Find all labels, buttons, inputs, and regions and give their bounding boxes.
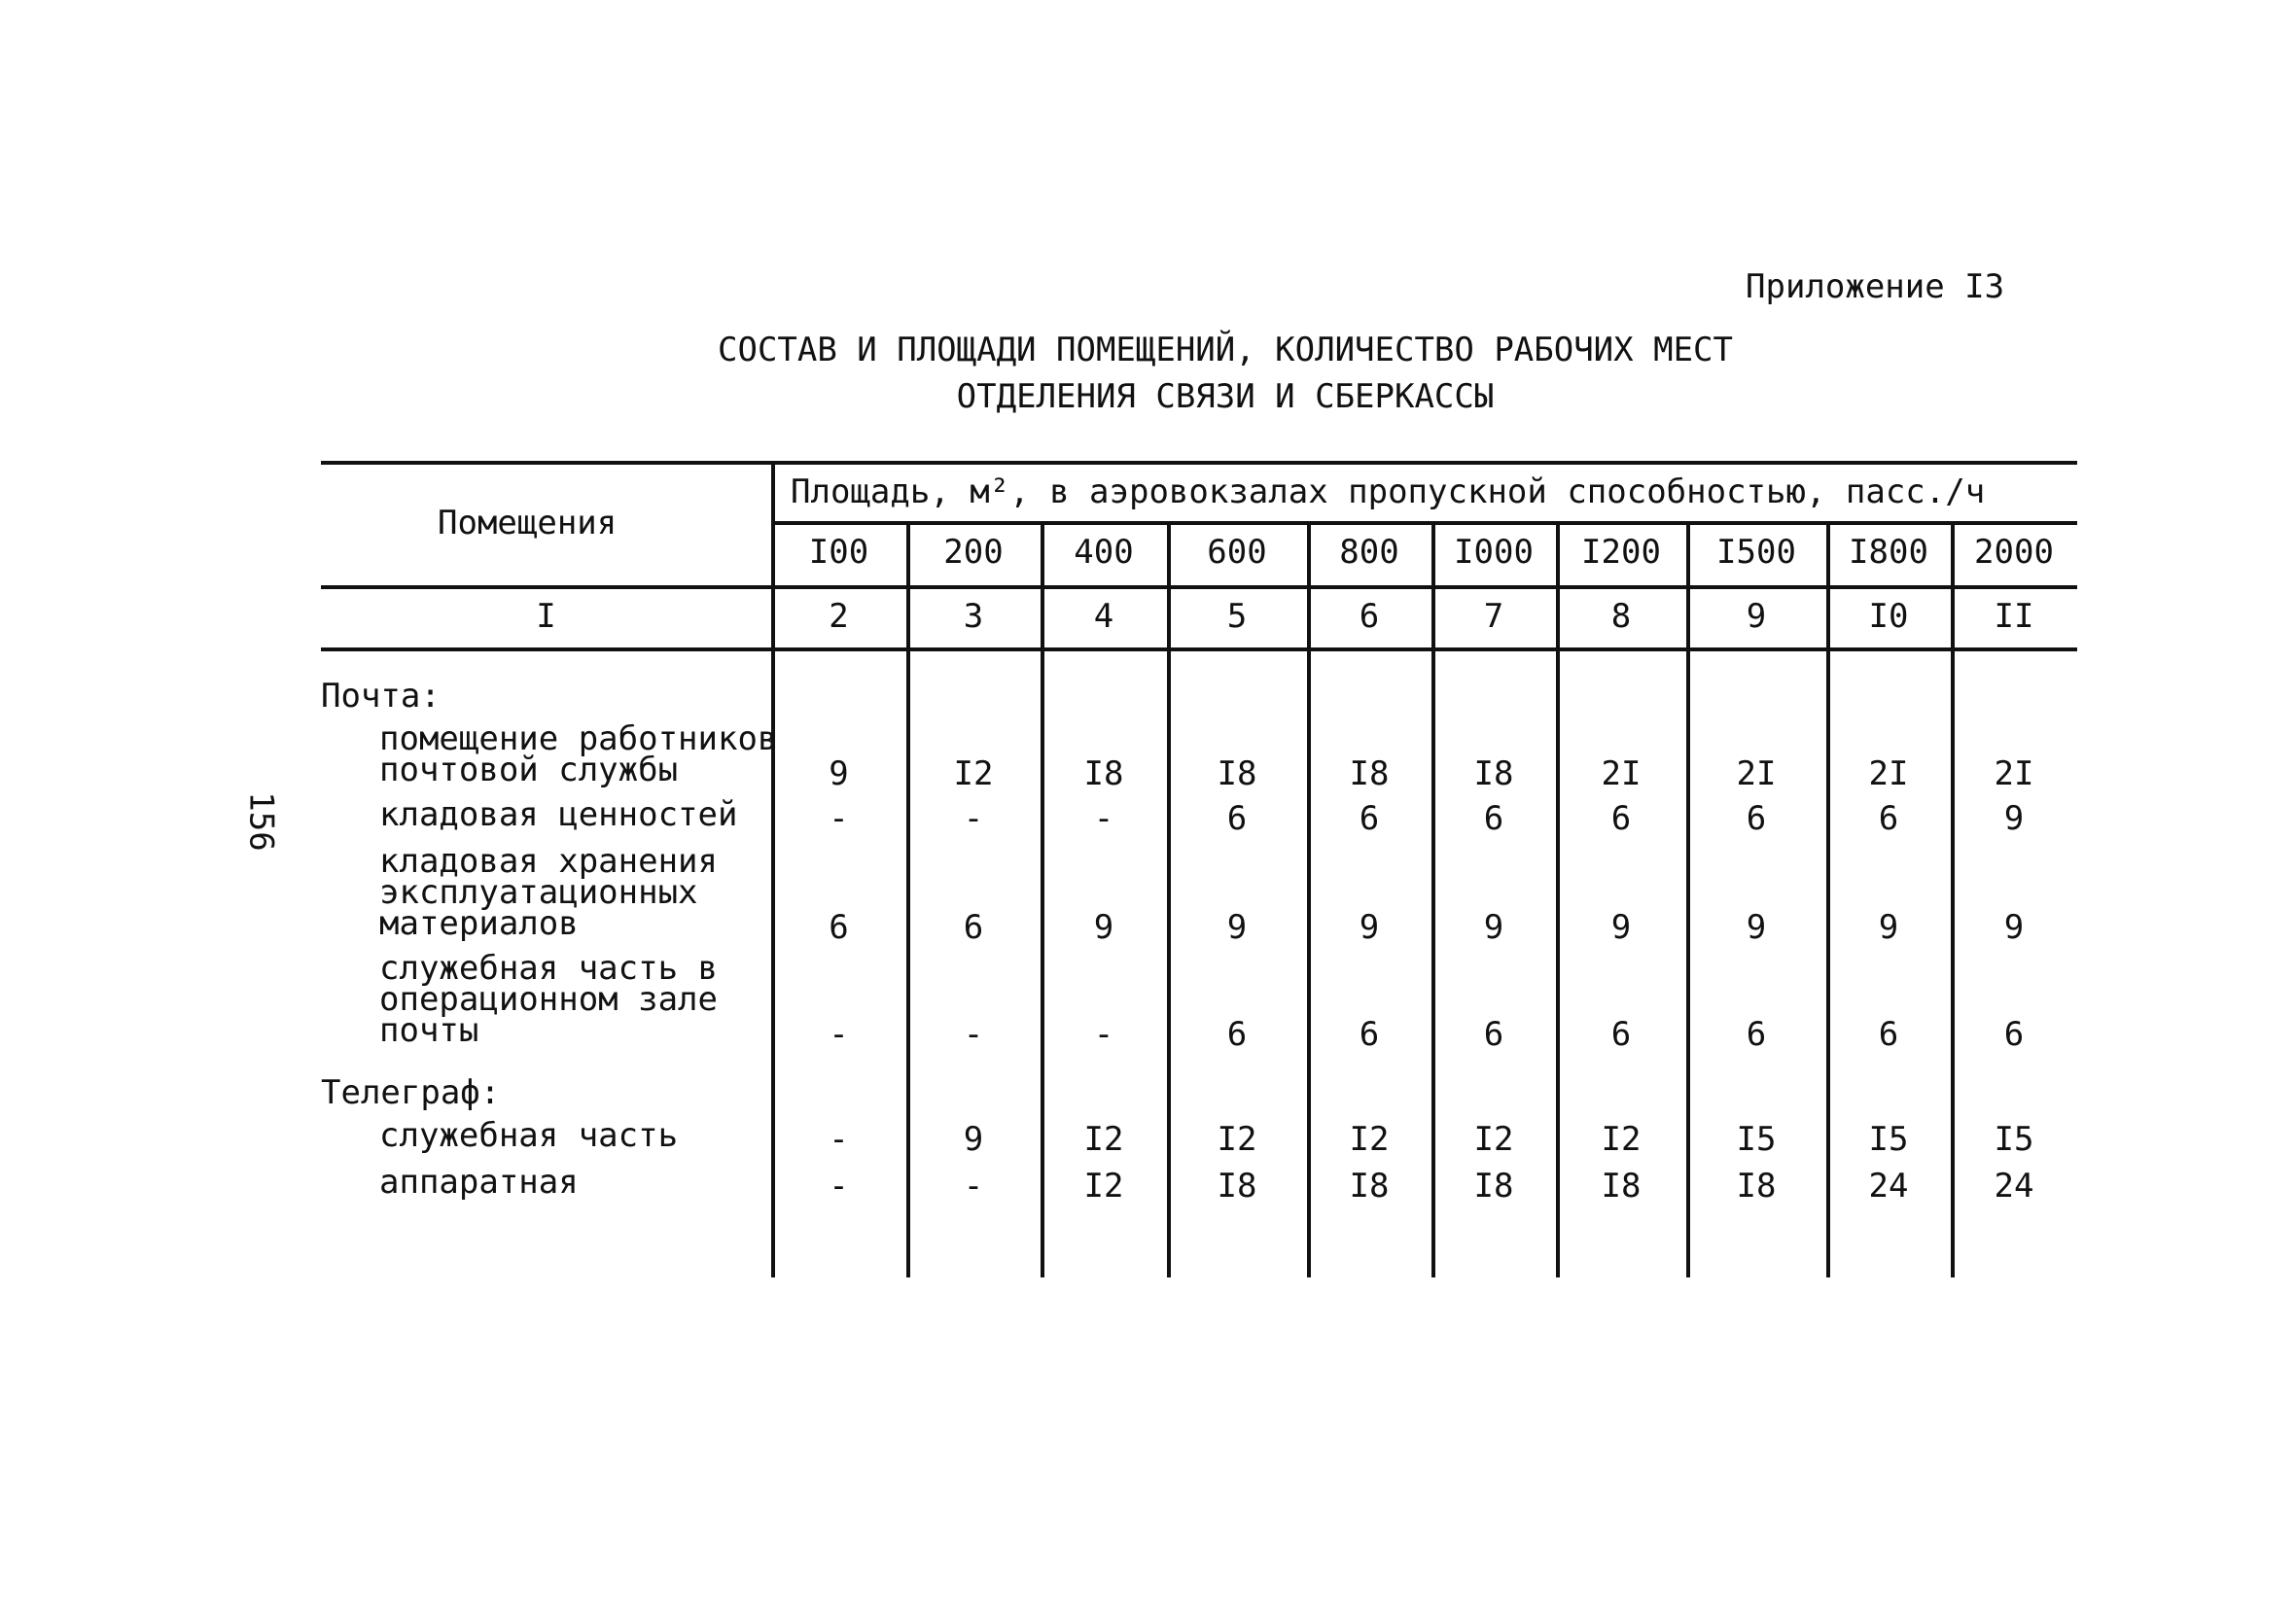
- table-cell: 2I: [1868, 754, 1909, 793]
- table-cell: 6: [829, 908, 849, 947]
- table-cell: 6: [1226, 1015, 1248, 1054]
- capacity-header: 800: [1339, 533, 1399, 572]
- table-cell: 9: [1093, 908, 1114, 947]
- column-number: I0: [1868, 597, 1909, 636]
- table-cell: 2I: [1601, 754, 1642, 793]
- table-cell: I8: [1083, 754, 1124, 793]
- table-cell: 2I: [1994, 754, 2034, 793]
- table-cell: 6: [963, 908, 984, 947]
- table-cell: 9: [1226, 908, 1248, 947]
- page-number: 156: [241, 791, 281, 852]
- rooms-area-table: [321, 461, 2077, 1277]
- row-label-line: служебная часть в: [379, 949, 718, 988]
- table-cell: 2I: [1736, 754, 1777, 793]
- numbers-bottom-rule: [321, 647, 2077, 651]
- rooms-column-header: Помещения: [438, 504, 618, 542]
- table-cell: 9: [963, 1120, 984, 1159]
- title-line-1: СОСТАВ И ПЛОЩАДИ ПОМЕЩЕНИЙ, КОЛИЧЕСТВО РАБОЧИХ МЕСТ: [718, 331, 1733, 369]
- table-cell: I5: [1868, 1120, 1909, 1159]
- row-label-line: кладовая хранения: [379, 842, 718, 881]
- table-cell: 24: [1868, 1167, 1909, 1206]
- row-label-line: операционном зале: [379, 980, 718, 1019]
- table-cell: 9: [2003, 908, 2025, 947]
- table-cell: 6: [1359, 799, 1380, 838]
- capacity-header-rule: [771, 521, 2077, 525]
- column-number: 6: [1359, 597, 1380, 636]
- table-cell: I8: [1736, 1167, 1777, 1206]
- table-cell: 24: [1994, 1167, 2034, 1206]
- section-title: Почта:: [321, 677, 441, 716]
- table-cell: I8: [1217, 754, 1257, 793]
- table-cell: I2: [953, 754, 994, 793]
- table-cell: I2: [1601, 1120, 1642, 1159]
- column-number: 5: [1226, 597, 1248, 636]
- capacity-group-header: Площадь, м², в аэровокзалах пропускной способностью, пасс./ч: [791, 472, 1986, 511]
- capacity-header: I500: [1716, 533, 1796, 572]
- table-cell: -: [829, 799, 849, 838]
- table-cell: 9: [1483, 908, 1504, 947]
- table-cell: I2: [1083, 1167, 1124, 1206]
- table-cell: I2: [1083, 1120, 1124, 1159]
- row-label-line: почты: [379, 1011, 479, 1050]
- column-number: I: [536, 597, 556, 636]
- table-cell: 6: [1226, 799, 1248, 838]
- appendix-label: Приложение I3: [1746, 267, 2005, 306]
- column-number: 7: [1483, 597, 1504, 636]
- row-label-line: почтовой службы: [379, 751, 679, 789]
- row-label-line: аппаратная: [379, 1163, 579, 1202]
- table-cell: 6: [1483, 1015, 1504, 1054]
- table-cell: -: [963, 1015, 984, 1054]
- table-cell: 9: [1878, 908, 1899, 947]
- table-cell: I8: [1349, 754, 1390, 793]
- section-title: Телеграф:: [321, 1073, 501, 1112]
- capacity-header: 2000: [1974, 533, 2054, 572]
- table-cell: I8: [1217, 1167, 1257, 1206]
- row-label: [379, 1163, 579, 1202]
- table-cell: I2: [1473, 1120, 1514, 1159]
- column-number: 9: [1746, 597, 1767, 636]
- table-cell: 6: [1359, 1015, 1380, 1054]
- table-cell: I5: [1736, 1120, 1777, 1159]
- table-cell: 6: [1610, 799, 1632, 838]
- title-line-2: ОТДЕЛЕНИЯ СВЯЗИ И СБЕРКАССЫ: [956, 377, 1495, 416]
- table-cell: 6: [1746, 799, 1767, 838]
- column-number: 8: [1610, 597, 1632, 636]
- row-label: [379, 795, 738, 834]
- table-cell: I8: [1473, 1167, 1514, 1206]
- table-cell: I8: [1473, 754, 1514, 793]
- capacity-header: 600: [1207, 533, 1267, 572]
- table-cell: 6: [1610, 1015, 1632, 1054]
- row-label: [379, 949, 718, 1050]
- table-cell: 9: [2003, 799, 2025, 838]
- column-number: 3: [963, 597, 984, 636]
- row-label-line: помещение работников: [379, 719, 778, 758]
- table-cell: I2: [1349, 1120, 1390, 1159]
- table-cell: I2: [1217, 1120, 1257, 1159]
- header-bottom-rule: [321, 585, 2077, 589]
- table-cell: I5: [1994, 1120, 2034, 1159]
- table-cell: I8: [1349, 1167, 1390, 1206]
- table-cell: 9: [1610, 908, 1632, 947]
- row-label-line: служебная часть: [379, 1116, 679, 1155]
- table-cell: -: [963, 1167, 984, 1206]
- row-label-line: эксплуатационных: [379, 873, 698, 912]
- capacity-header: 400: [1074, 533, 1134, 572]
- column-number: 4: [1093, 597, 1114, 636]
- table-cell: 9: [1746, 908, 1767, 947]
- capacity-header: I800: [1849, 533, 1928, 572]
- table-cell: -: [829, 1120, 849, 1159]
- table-top-rule: [321, 461, 2077, 465]
- table-cell: -: [1093, 799, 1114, 838]
- table-cell: 6: [1878, 799, 1899, 838]
- capacity-header: I00: [808, 533, 869, 572]
- table-cell: 9: [829, 754, 849, 793]
- capacity-header: I200: [1581, 533, 1661, 572]
- row-label: [379, 719, 778, 789]
- capacity-header: 200: [943, 533, 1004, 572]
- row-label-line: материалов: [379, 904, 579, 943]
- column-number: II: [1994, 597, 2034, 636]
- row-label: [379, 1116, 679, 1155]
- table-cell: -: [963, 799, 984, 838]
- row-label: [379, 842, 718, 943]
- column-number: 2: [829, 597, 849, 636]
- table-cell: -: [829, 1015, 849, 1054]
- table-cell: -: [1093, 1015, 1114, 1054]
- capacity-header: I000: [1454, 533, 1534, 572]
- table-cell: 6: [1746, 1015, 1767, 1054]
- table-cell: -: [829, 1167, 849, 1206]
- row-label-line: кладовая ценностей: [379, 795, 738, 834]
- table-cell: 9: [1359, 908, 1380, 947]
- table-cell: 6: [2003, 1015, 2025, 1054]
- table-cell: 6: [1878, 1015, 1899, 1054]
- table-cell: 6: [1483, 799, 1504, 838]
- table-cell: I8: [1601, 1167, 1642, 1206]
